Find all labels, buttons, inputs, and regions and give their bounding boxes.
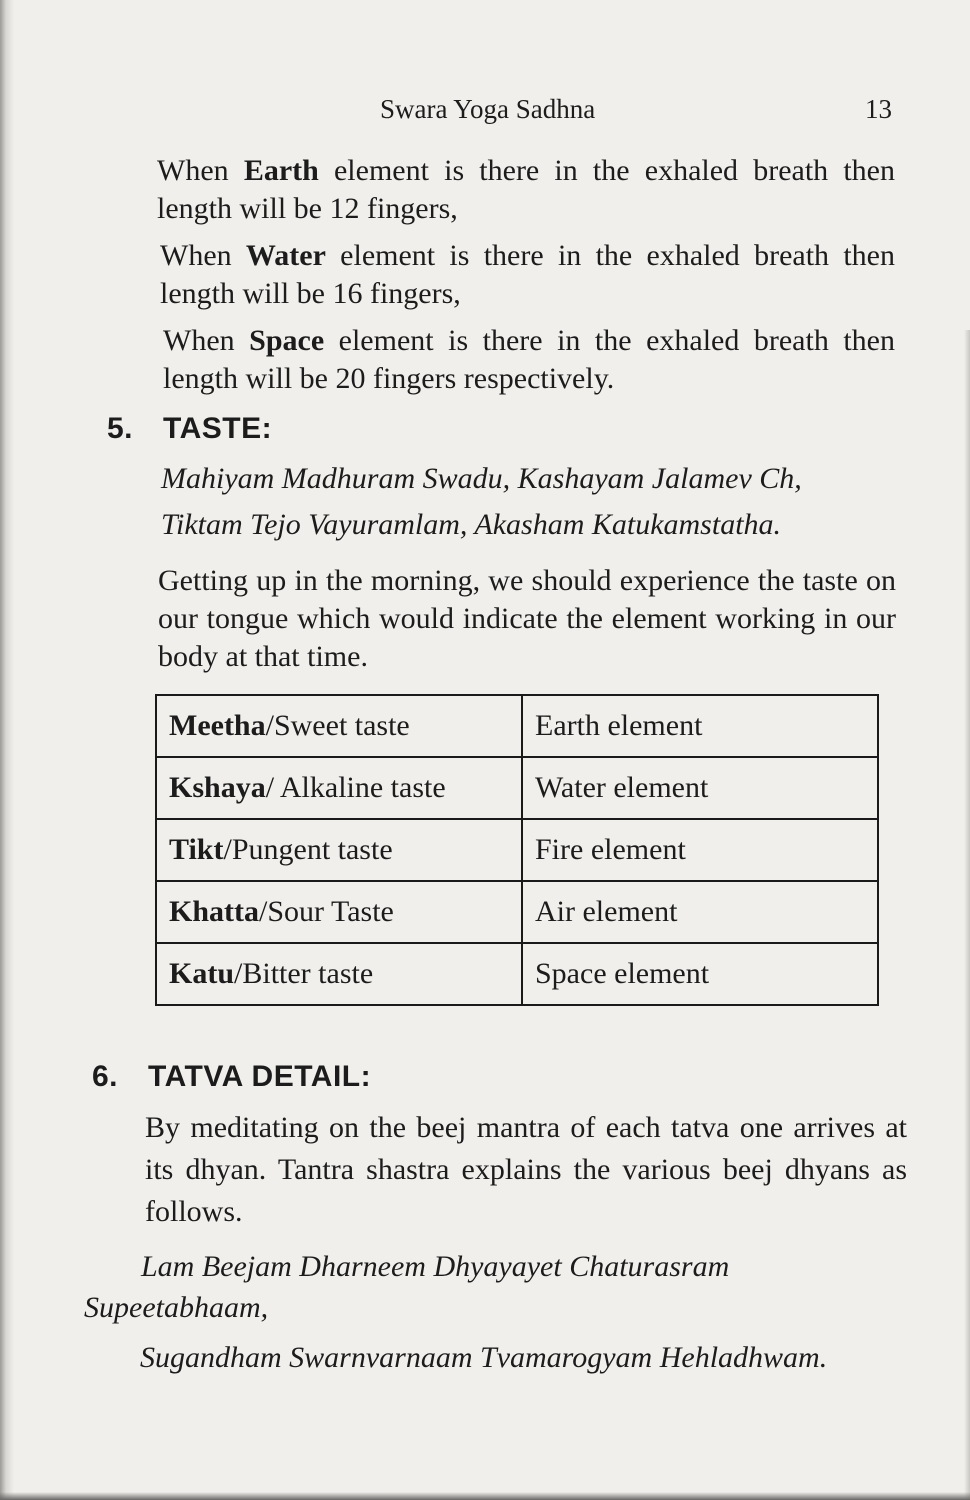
running-title: Swara Yoga Sadhna bbox=[380, 94, 596, 124]
page-edge-shadow bbox=[964, 330, 970, 1500]
taste-cell: Meetha/Sweet taste bbox=[156, 695, 522, 757]
section-number: 5. bbox=[107, 412, 134, 445]
taste-body: Getting up in the morning, we should experience the taste on our tongue which would indicate the element working in our body at that time. bbox=[158, 564, 896, 673]
tatva-verse-line-1: Lam Beejam Dharneem Dhyayayet Chaturasram bbox=[141, 1250, 730, 1283]
table-row bbox=[156, 943, 878, 1005]
section-heading-tatva bbox=[92, 1060, 371, 1094]
section-title: TASTE: bbox=[163, 412, 273, 445]
section-number: 6. bbox=[92, 1060, 119, 1093]
taste-cell: Tikt/Pungent taste bbox=[156, 819, 522, 881]
taste-cell: Khatta/Sour Taste bbox=[156, 881, 522, 943]
table-row bbox=[156, 881, 878, 943]
breath-paragraph-space: When Space element is there in the exhaled breath then length will be 20 fingers respectively. bbox=[163, 324, 895, 395]
breath-paragraph-earth: When Earth element is there in the exhaled breath then length will be 12 fingers, bbox=[157, 154, 895, 225]
taste-element-table bbox=[155, 694, 879, 1006]
tatva-verse-line-3: Sugandham Swarnvarnaam Tvamarogyam Hehladhwam. bbox=[140, 1341, 828, 1374]
tatva-body: By meditating on the beej mantra of each tatva one arrives at its dhyan. Tantra shastra explains the various beej dhyans as follows. bbox=[145, 1111, 907, 1228]
breath-paragraph-water: When Water element is there in the exhaled breath then length will be 16 fingers, bbox=[160, 239, 895, 310]
table-row bbox=[156, 757, 878, 819]
page-gutter-shadow bbox=[0, 0, 14, 1500]
element-cell: Space element bbox=[522, 943, 878, 1005]
table-row bbox=[156, 695, 878, 757]
tatva-verse-line-2: Supeetabhaam, bbox=[84, 1291, 269, 1324]
table-row bbox=[156, 819, 878, 881]
section-title: TATVA DETAIL: bbox=[148, 1060, 372, 1093]
taste-cell: Katu/Bitter taste bbox=[156, 943, 522, 1005]
element-cell: Water element bbox=[522, 757, 878, 819]
page-number: 13 bbox=[865, 94, 892, 124]
element-cell: Air element bbox=[522, 881, 878, 943]
running-header bbox=[0, 94, 970, 128]
verse-line: Mahiyam Madhuram Swadu, Kashayam Jalamev Ch, bbox=[161, 462, 802, 495]
element-cell: Fire element bbox=[522, 819, 878, 881]
element-term: Space bbox=[249, 324, 325, 357]
element-term: Earth bbox=[243, 154, 319, 187]
page-bottom-edge bbox=[0, 1492, 970, 1500]
taste-verse bbox=[161, 456, 802, 548]
verse-line: Tiktam Tejo Vayuramlam, Akasham Katukamstatha. bbox=[161, 508, 782, 541]
element-term: Water bbox=[245, 239, 326, 272]
section-heading-taste bbox=[107, 412, 272, 446]
taste-cell: Kshaya/ Alkaline taste bbox=[156, 757, 522, 819]
element-cell: Earth element bbox=[522, 695, 878, 757]
